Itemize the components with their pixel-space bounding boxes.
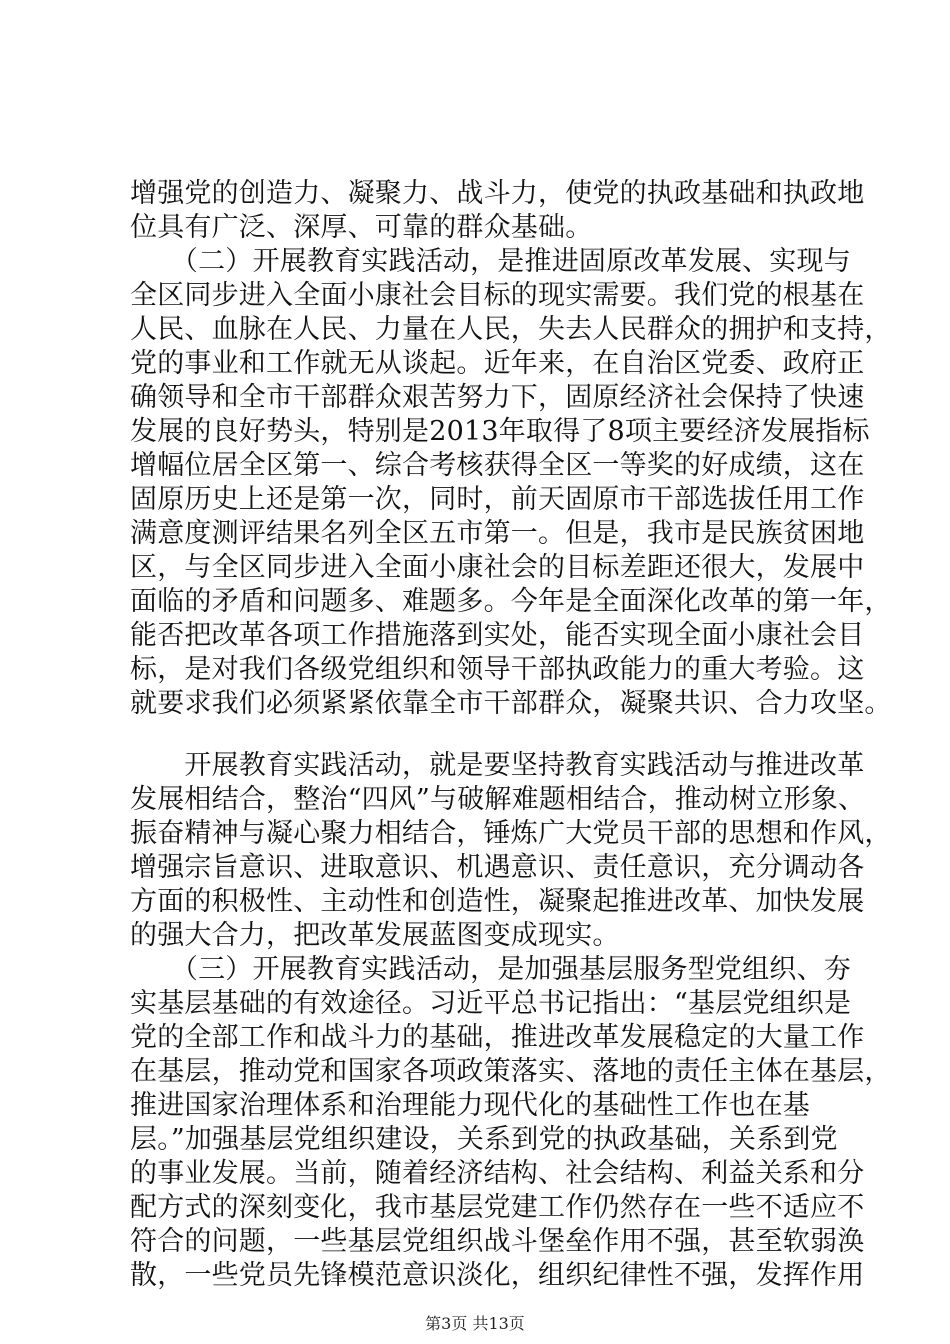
text-line: 面临的矛盾和问题多、难题多。今年是全面深化改革的第一年， [130,586,892,617]
text-line: 位具有广泛、深厚、可靠的群众基础。 [130,212,593,243]
text-line: 标，是对我们各级党组织和领导干部执政能力的重大考验。这 [130,654,865,685]
text-line: （二）开展教育实践活动，是推进固原改革发展、实现与 [130,246,851,277]
text-line: 满意度测评结果名列全区五市第一。但是，我市是民族贫困地 [130,518,865,549]
text-line: 党的事业和工作就无从谈起。近年来，在自治区党委、政府正 [130,348,865,379]
text-line: 就要求我们必须紧紧依靠全市干部群众，凝聚共识、合力攻坚。 [130,688,892,719]
text-line: 确领导和全市干部群众艰苦努力下，固原经济社会保持了快速 [130,382,865,413]
text-line: 党的全部工作和战斗力的基础，推进改革发展稳定的大量工作 [130,1022,865,1053]
page-footer: 第3页 共13页 [425,1314,525,1333]
text-line: 符合的问题，一些基层党组织战斗堡垒作用不强，甚至软弱涣 [130,1226,865,1257]
text-line: 的强大合力，把改革发展蓝图变成现实。 [130,920,620,951]
text-line: 在基层，推动党和国家各项政策落实、落地的责任主体在基层， [130,1056,892,1087]
text-line: 能否把改革各项工作措施落到实处，能否实现全面小康社会目 [130,620,865,651]
text-line: （三）开展教育实践活动，是加强基层服务型党组织、夯 [130,954,851,985]
text-line: 人民、血脉在人民、力量在人民，失去人民群众的拥护和支持， [130,314,892,345]
text-line: 开展教育实践活动，就是要坚持教育实践活动与推进改革 [130,750,865,781]
text-line: 增幅位居全区第一、综合考核获得全区一等奖的好成绩，这在 [130,450,865,481]
text-line: 散，一些党员先锋模范意识淡化，组织纪律性不强，发挥作用 [130,1260,865,1291]
text-line: 发展的良好势头，特别是2013年取得了8项主要经济发展指标 [130,416,870,447]
text-line: 区，与全区同步进入全面小康社会的目标差距还很大，发展中 [130,552,865,583]
text-line: 固原历史上还是第一次，同时，前天固原市干部选拔任用工作 [130,484,865,515]
text-line: 层。”加强基层党组织建设，关系到党的执政基础，关系到党 [130,1124,838,1155]
text-line: 配方式的深刻变化，我市基层党建工作仍然存在一些不适应不 [130,1192,865,1223]
text-line: 的事业发展。当前，随着经济结构、社会结构、利益关系和分 [130,1158,865,1189]
text-line: 推进国家治理体系和治理能力现代化的基础性工作也在基 [130,1090,810,1121]
text-line: 发展相结合，整治“四风”与破解难题相结合，推动树立形象、 [130,784,866,815]
text-line: 方面的积极性、主动性和创造性，凝聚起推进改革、加快发展 [130,886,865,917]
text-line: 全区同步进入全面小康社会目标的现实需要。我们党的根基在 [130,280,865,311]
text-line: 增强党的创造力、凝聚力、战斗力，使党的执政基础和执政地 [130,178,865,209]
text-line: 振奋精神与凝心聚力相结合，锤炼广大党员干部的思想和作风， [130,818,892,849]
text-line: 实基层基础的有效途径。习近平总书记指出：“基层党组织是 [130,988,852,1019]
text-line: 增强宗旨意识、进取意识、机遇意识、责任意识，充分调动各 [130,852,865,883]
